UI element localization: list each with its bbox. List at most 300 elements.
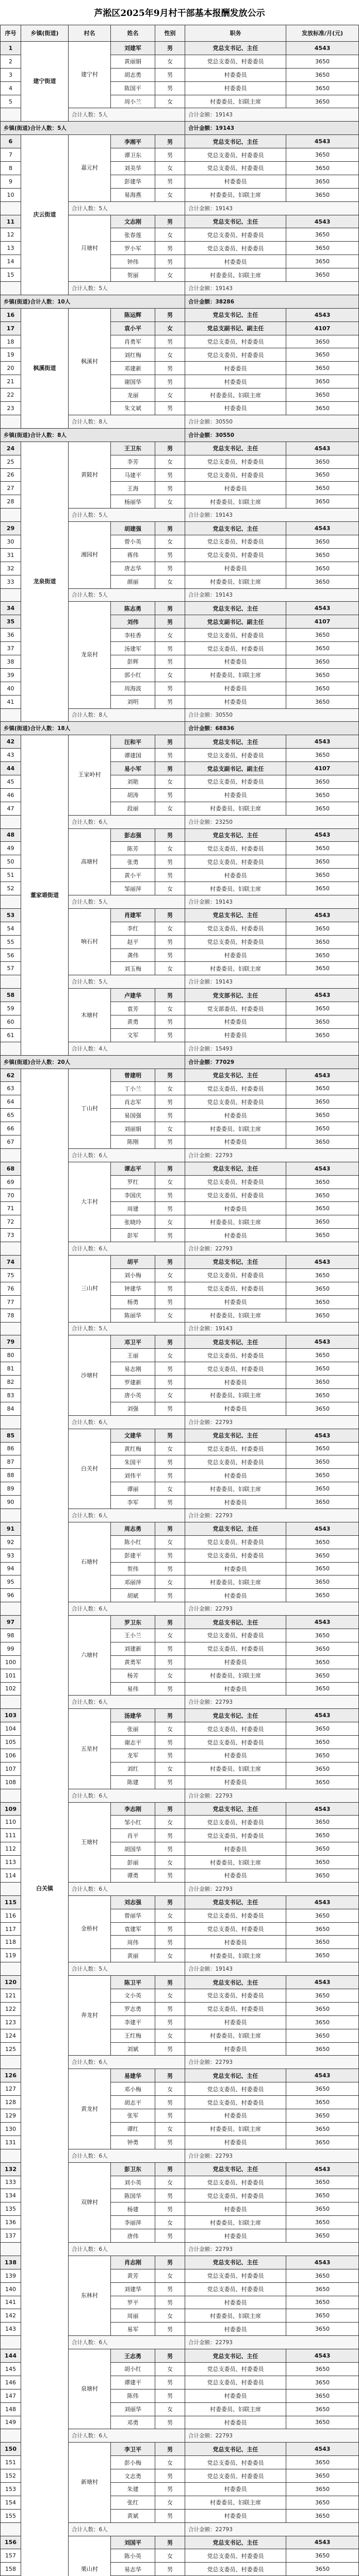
member-gender: 男 (155, 549, 185, 562)
row-number: 71 (1, 1202, 21, 1215)
member-post: 党总支委员、村委委员 (185, 2376, 286, 2389)
member-name: 谭丽 (111, 1482, 155, 1496)
member-name: 刘小梅 (111, 1269, 155, 1282)
village-subtotal-amount: 合计金额：19143 (185, 108, 359, 122)
member-post: 村委委员、妇联主席 (185, 802, 286, 816)
member-gender: 男 (155, 2016, 185, 2029)
member-post: 党总支委员、村委委员 (185, 1816, 286, 1829)
row-number: 74 (1, 1256, 21, 1269)
member-pay: 3650 (286, 1936, 359, 1949)
row-number: 52 (1, 882, 21, 895)
member-pay: 3650 (286, 228, 359, 242)
village-name: 泉塘村 (69, 2349, 111, 2429)
row-number: 136 (1, 2216, 21, 2229)
member-pay: 3650 (286, 175, 359, 189)
member-gender: 男 (155, 602, 185, 615)
member-name: 谭勇 (111, 1869, 155, 1883)
row-number: 21 (1, 375, 21, 388)
village-name: 大丰村 (69, 1162, 111, 1242)
member-pay: 3650 (286, 2003, 359, 2016)
header-pay: 发放标准/月(元) (286, 25, 359, 42)
member-post: 村委委员 (185, 1136, 286, 1149)
member-name: 唐志华 (111, 562, 155, 575)
member-gender: 男 (155, 1549, 185, 1563)
member-gender: 男 (155, 1776, 185, 1789)
member-pay: 3650 (286, 1015, 359, 1029)
member-name: 周海波 (111, 682, 155, 696)
member-post: 村委委员 (185, 375, 286, 388)
member-pay: 4543 (286, 1335, 359, 1349)
village-subtotal-amount: 合计金额：22793 (185, 1883, 359, 1896)
member-name: 邹小红 (111, 1816, 155, 1829)
row-number: 20 (1, 362, 21, 375)
village-subtotal-amount: 合计金额：22793 (185, 1789, 359, 1803)
member-pay: 3650 (286, 1589, 359, 1602)
row-number: 114 (1, 1869, 21, 1883)
member-pay: 3650 (286, 2043, 359, 2056)
member-name: 李卫平 (111, 2443, 155, 2456)
village-subtotal-count: 合计人数：4人 (69, 1042, 185, 1056)
row-number: 29 (1, 522, 21, 535)
member-pay: 3650 (286, 2403, 359, 2416)
member-post: 党总支委员、村委委员 (185, 242, 286, 255)
row-number: 68 (1, 1162, 21, 1176)
village-name: 木塘村 (69, 989, 111, 1042)
member-pay: 4543 (286, 2069, 359, 2082)
member-name: 陈卫平 (111, 1976, 155, 1989)
member-name: 钟勇 (111, 2136, 155, 2149)
member-gender: 男 (155, 2189, 185, 2202)
member-name: 袁小平 (111, 322, 155, 335)
member-post: 党支部委员、村委委员 (185, 1002, 286, 1015)
member-gender: 男 (155, 135, 185, 148)
member-name: 张丽 (111, 1722, 155, 1736)
row-number: 104 (1, 1722, 21, 1736)
member-pay: 3650 (286, 749, 359, 762)
row-number: 59 (1, 1002, 21, 1015)
member-name: 文志刚 (111, 215, 155, 229)
row-number: 15 (1, 268, 21, 282)
member-name: 唐小英 (111, 1389, 155, 1402)
row-number: 24 (1, 442, 21, 455)
member-post: 党总支委员、村委委员 (185, 1189, 286, 1202)
member-post: 村委委员、妇联主席 (185, 2496, 286, 2510)
member-gender: 男 (155, 989, 185, 1002)
member-pay: 4107 (286, 322, 359, 335)
row-number: 17 (1, 322, 21, 335)
member-gender: 男 (155, 1402, 185, 1416)
member-post: 党总支书记、主任 (185, 2349, 286, 2363)
member-post: 党总支委员、村委委员 (185, 1176, 286, 1189)
member-gender: 女 (155, 1629, 185, 1642)
member-post: 村委委员 (185, 402, 286, 415)
member-gender: 女 (155, 55, 185, 69)
member-post: 村委委员 (185, 1015, 286, 1029)
member-post: 村委委员、妇联主席 (185, 669, 286, 682)
member-gender: 女 (155, 1082, 185, 1095)
member-gender: 女 (155, 1989, 185, 2003)
member-gender: 女 (155, 842, 185, 855)
member-name: 谢志平 (111, 1736, 155, 1749)
row-number: 11 (1, 215, 21, 229)
member-name: 彭小梅 (111, 2456, 155, 2469)
member-post: 党总支委员、村委委员 (185, 1282, 286, 1296)
subtotal-spacer (1, 1042, 21, 1056)
member-pay: 3650 (286, 2563, 359, 2576)
village-subtotal-amount: 合计金额：15493 (185, 1042, 359, 1056)
member-gender: 男 (155, 2443, 185, 2456)
member-gender: 男 (155, 1296, 185, 1309)
member-gender: 男 (155, 1709, 185, 1722)
member-pay: 4543 (286, 215, 359, 229)
row-number: 131 (1, 2136, 21, 2149)
member-pay: 3650 (286, 69, 359, 82)
village-subtotal-count: 合计人数：5人 (69, 589, 185, 602)
member-pay: 4107 (286, 615, 359, 629)
member-post: 党总支委员、村委委员 (185, 642, 286, 655)
row-number: 98 (1, 1629, 21, 1642)
member-pay: 4543 (286, 1522, 359, 1536)
village-subtotal-count: 合计人数：6人 (69, 2336, 185, 2349)
member-pay: 3650 (286, 1482, 359, 1496)
member-name: 彭建平 (111, 1549, 155, 1563)
village-subtotal-amount: 合计金额：19143 (185, 895, 359, 909)
member-pay: 4543 (286, 2443, 359, 2456)
member-gender: 男 (155, 789, 185, 802)
member-name: 刘丽娟 (111, 1122, 155, 1136)
member-name: 周志勇 (111, 1522, 155, 1536)
row-number: 51 (1, 869, 21, 882)
member-name: 钟建华 (111, 1282, 155, 1296)
member-post: 村委委员 (185, 2109, 286, 2123)
page-title: 芦淞区2025年9月村干部基本报酬发放公示 (94, 8, 265, 19)
member-post: 村委委员、妇联主席 (185, 2123, 286, 2136)
row-number: 117 (1, 1923, 21, 1936)
row-number: 2 (1, 55, 21, 69)
member-pay: 3650 (286, 1669, 359, 1683)
member-name: 文志勇 (111, 2469, 155, 2483)
row-number: 115 (1, 1896, 21, 1909)
member-gender: 女 (155, 1816, 185, 1829)
row-number: 141 (1, 2296, 21, 2310)
village-subtotal-amount: 合计金额：30550 (185, 415, 359, 429)
member-name: 邓丽萍 (111, 1575, 155, 1589)
member-post: 党总支委员、村委委员 (185, 2469, 286, 2483)
member-name: 易志刚 (111, 1362, 155, 1376)
member-post: 党支部书记、主任 (185, 989, 286, 1002)
town-subtotal-amount: 合计金额：19143 (185, 122, 359, 135)
member-name: 刘玉梅 (111, 962, 155, 975)
member-name: 段丽 (111, 802, 155, 816)
member-pay: 3650 (286, 2176, 359, 2190)
member-name: 张军 (111, 2109, 155, 2123)
subtotal-spacer (1, 509, 21, 522)
row-number: 137 (1, 2229, 21, 2243)
member-pay: 3650 (286, 148, 359, 162)
member-gender: 男 (155, 2202, 185, 2216)
subtotal-spacer (1, 709, 21, 722)
member-pay: 3650 (286, 629, 359, 642)
village-subtotal-amount: 合计金额：19143 (185, 589, 359, 602)
member-post: 党总支委员、村委委员 (185, 2096, 286, 2109)
member-gender: 男 (155, 1429, 185, 1443)
member-gender: 男 (155, 1936, 185, 1949)
row-number: 127 (1, 2082, 21, 2096)
village-name: 三山村 (69, 1256, 111, 1322)
member-post: 村委委员、妇联主席 (185, 1389, 286, 1402)
member-name: 黄丽娟 (111, 55, 155, 69)
member-pay: 3650 (286, 949, 359, 962)
village-name: 沙塘村 (69, 1335, 111, 1415)
member-name: 贺丽 (111, 268, 155, 282)
row-number: 55 (1, 936, 21, 949)
member-name: 卢建华 (111, 989, 155, 1002)
row-number: 95 (1, 1575, 21, 1589)
member-pay: 3650 (286, 1202, 359, 1215)
member-pay: 3650 (286, 2202, 359, 2216)
member-post: 村委委员 (185, 655, 286, 669)
row-number: 28 (1, 495, 21, 509)
row-number: 102 (1, 1683, 21, 1696)
member-post: 村委委员 (185, 1229, 286, 1242)
row-number: 19 (1, 348, 21, 362)
member-name: 唐伟 (111, 2229, 155, 2243)
member-name: 刘强 (111, 1402, 155, 1416)
town-subtotal-amount: 合计金额：30550 (185, 429, 359, 442)
member-name: 龙丽 (111, 388, 155, 402)
member-post: 党总支委员、村委委员 (185, 1549, 286, 1563)
member-pay: 3650 (286, 1496, 359, 1509)
row-number: 78 (1, 1309, 21, 1323)
member-post: 党总支书记、主任 (185, 909, 286, 922)
village-name: 龙泉村 (69, 602, 111, 708)
row-number: 89 (1, 1482, 21, 1496)
member-pay: 3650 (286, 1095, 359, 1109)
member-name: 邓小梅 (111, 2082, 155, 2096)
member-post: 党总支书记、主任 (185, 2069, 286, 2082)
member-name: 文军 (111, 1029, 155, 1042)
village-subtotal-count: 合计人数：6人 (69, 1696, 185, 1709)
member-pay: 3650 (286, 2496, 359, 2510)
member-post: 党总支委员、村委委员 (185, 1536, 286, 1549)
row-number: 39 (1, 669, 21, 682)
village-subtotal-amount: 合计金额：22793 (185, 2336, 359, 2349)
member-gender: 女 (155, 2456, 185, 2469)
member-pay: 3650 (286, 535, 359, 549)
member-gender: 女 (155, 1122, 185, 1136)
member-gender: 男 (155, 1842, 185, 1856)
town-subtotal-count: 乡镇(街道)合计人数：18人 (1, 722, 185, 735)
member-name: 李红 (111, 922, 155, 936)
member-post: 党总支委员、村委委员 (185, 1722, 286, 1736)
member-name: 肖勇军 (111, 335, 155, 349)
row-number: 84 (1, 1402, 21, 1416)
member-gender: 男 (155, 215, 185, 229)
member-name: 马建平 (111, 469, 155, 482)
member-gender: 女 (155, 2082, 185, 2096)
member-name: 李志刚 (111, 1803, 155, 1816)
member-post: 党总支委员、村委委员 (185, 922, 286, 936)
member-gender: 男 (155, 1362, 185, 1376)
member-gender: 女 (155, 189, 185, 202)
member-post: 村委委员、妇联主席 (185, 1215, 286, 1229)
member-gender: 男 (155, 242, 185, 255)
member-gender: 男 (155, 2136, 185, 2149)
village-name: 王家岭村 (69, 735, 111, 815)
member-post: 党总支委员、村委委员 (185, 2003, 286, 2016)
member-gender: 女 (155, 1669, 185, 1683)
member-post: 村委委员 (185, 1402, 286, 1416)
member-gender: 男 (155, 735, 185, 749)
member-gender: 女 (155, 1309, 185, 1323)
member-gender: 男 (155, 1136, 185, 1149)
member-gender: 男 (155, 696, 185, 709)
village-subtotal-amount: 合计金额：22793 (185, 2243, 359, 2256)
member-name: 郭小红 (111, 669, 155, 682)
row-number: 10 (1, 189, 21, 202)
member-post: 党总支委员、村委委员 (185, 2082, 286, 2096)
member-post: 村委委员 (185, 1656, 286, 1669)
member-name: 杨建 (111, 2202, 155, 2216)
row-number: 90 (1, 1496, 21, 1509)
header-town: 乡镇(街道) (21, 25, 69, 42)
member-name: 刘建新 (111, 1642, 155, 1656)
member-gender: 男 (155, 1189, 185, 1202)
member-name: 易建华 (111, 2069, 155, 2082)
member-post: 党总支委员、村委委员 (185, 1082, 286, 1095)
member-gender: 女 (155, 2549, 185, 2563)
village-subtotal-count: 合计人数：5人 (69, 202, 185, 215)
member-gender: 女 (155, 535, 185, 549)
member-post: 村委委员 (185, 2323, 286, 2336)
member-pay: 4543 (286, 2536, 359, 2550)
member-gender: 男 (155, 829, 185, 842)
member-gender: 男 (155, 1642, 185, 1656)
member-post: 村委委员 (185, 1683, 286, 1696)
member-gender: 男 (155, 1923, 185, 1936)
member-pay: 3650 (286, 775, 359, 789)
row-number: 110 (1, 1816, 21, 1829)
member-pay: 3650 (286, 1563, 359, 1576)
subtotal-spacer (1, 1149, 21, 1162)
row-number: 86 (1, 1443, 21, 1456)
member-name: 刘建华 (111, 2283, 155, 2296)
member-gender: 男 (155, 1749, 185, 1762)
member-name: 王红梅 (111, 2029, 155, 2043)
member-post: 党总支委员、村委委员 (185, 2549, 286, 2563)
member-gender: 女 (155, 575, 185, 589)
village-subtotal-amount: 合计金额：19143 (185, 1962, 359, 1976)
member-pay: 4543 (286, 42, 359, 55)
row-number: 133 (1, 2176, 21, 2190)
row-number: 49 (1, 842, 21, 855)
member-name: 袁芳 (111, 1002, 155, 1015)
member-post: 党总支书记、主任 (185, 735, 286, 749)
village-subtotal-count: 合计人数：8人 (69, 415, 185, 429)
village-subtotal-count: 合计人数：5人 (69, 895, 185, 909)
member-pay: 3650 (286, 242, 359, 255)
member-name: 陈刚 (111, 1136, 155, 1149)
subtotal-spacer (1, 1962, 21, 1976)
member-gender: 男 (155, 2536, 185, 2550)
member-name: 杨芳 (111, 1669, 155, 1683)
member-gender: 男 (155, 2416, 185, 2430)
subtotal-spacer (1, 2336, 21, 2349)
member-pay: 3650 (286, 669, 359, 682)
member-post: 党总支委员、村委委员 (185, 469, 286, 482)
member-gender: 男 (155, 762, 185, 775)
member-post: 党总支委员、村委委员 (185, 535, 286, 549)
member-name: 陈小英 (111, 2549, 155, 2563)
member-post: 村委委员、妇联主席 (185, 95, 286, 109)
member-pay: 3650 (286, 1549, 359, 1563)
row-number: 57 (1, 962, 21, 975)
row-number: 23 (1, 402, 21, 415)
village-subtotal-count: 合计人数：6人 (69, 2429, 185, 2443)
member-name: 刘丽华 (111, 2403, 155, 2416)
member-pay: 3650 (286, 268, 359, 282)
member-name: 张勇 (111, 855, 155, 869)
row-number: 42 (1, 735, 21, 749)
row-number: 145 (1, 2363, 21, 2376)
member-name: 文小英 (111, 1989, 155, 2003)
row-number: 79 (1, 1335, 21, 1349)
member-post: 党总支副书记、副主任 (185, 322, 286, 335)
member-pay: 3650 (286, 1402, 359, 1416)
member-pay: 3650 (286, 2096, 359, 2109)
member-gender: 女 (155, 1762, 185, 1776)
member-pay: 3650 (286, 402, 359, 415)
row-number: 101 (1, 1669, 21, 1683)
row-number: 77 (1, 1296, 21, 1309)
member-name: 李湘平 (111, 135, 155, 148)
member-gender: 男 (155, 1496, 185, 1509)
header-name: 姓名 (111, 25, 155, 42)
row-number: 142 (1, 2309, 21, 2323)
member-post: 党总支书记、主任 (185, 309, 286, 322)
member-post: 党总支委员、村委委员 (185, 2283, 286, 2296)
member-post: 党总支委员、村委委员 (185, 148, 286, 162)
village-subtotal-amount: 合计金额：19143 (185, 975, 359, 989)
member-post: 村委委员 (185, 1589, 286, 1602)
member-post: 党总支委员、村委委员 (185, 1362, 286, 1376)
village-subtotal-amount: 合计金额：22793 (185, 1696, 359, 1709)
member-pay: 3650 (286, 95, 359, 109)
row-number: 13 (1, 242, 21, 255)
member-pay: 3650 (286, 1082, 359, 1095)
member-pay: 4543 (286, 135, 359, 148)
member-gender: 男 (155, 2069, 185, 2082)
member-post: 党总支委员、村委委员 (185, 1923, 286, 1936)
row-number: 94 (1, 1563, 21, 1576)
row-number: 82 (1, 1376, 21, 1389)
member-name: 王海 (111, 482, 155, 495)
member-pay: 4543 (286, 735, 359, 749)
member-gender: 女 (155, 455, 185, 469)
member-gender: 女 (155, 1269, 185, 1282)
row-number: 43 (1, 749, 21, 762)
row-number: 126 (1, 2069, 21, 2082)
member-pay: 4543 (286, 989, 359, 1002)
member-name: 龚伟 (111, 949, 155, 962)
member-post: 党总支委员、村委委员 (185, 2269, 286, 2283)
row-number: 25 (1, 455, 21, 469)
member-name: 罗平 (111, 2296, 155, 2310)
member-pay: 4543 (286, 442, 359, 455)
member-post: 村委委员 (185, 1376, 286, 1389)
member-pay: 3650 (286, 682, 359, 696)
village-subtotal-amount: 合计金额：22793 (185, 2523, 359, 2536)
